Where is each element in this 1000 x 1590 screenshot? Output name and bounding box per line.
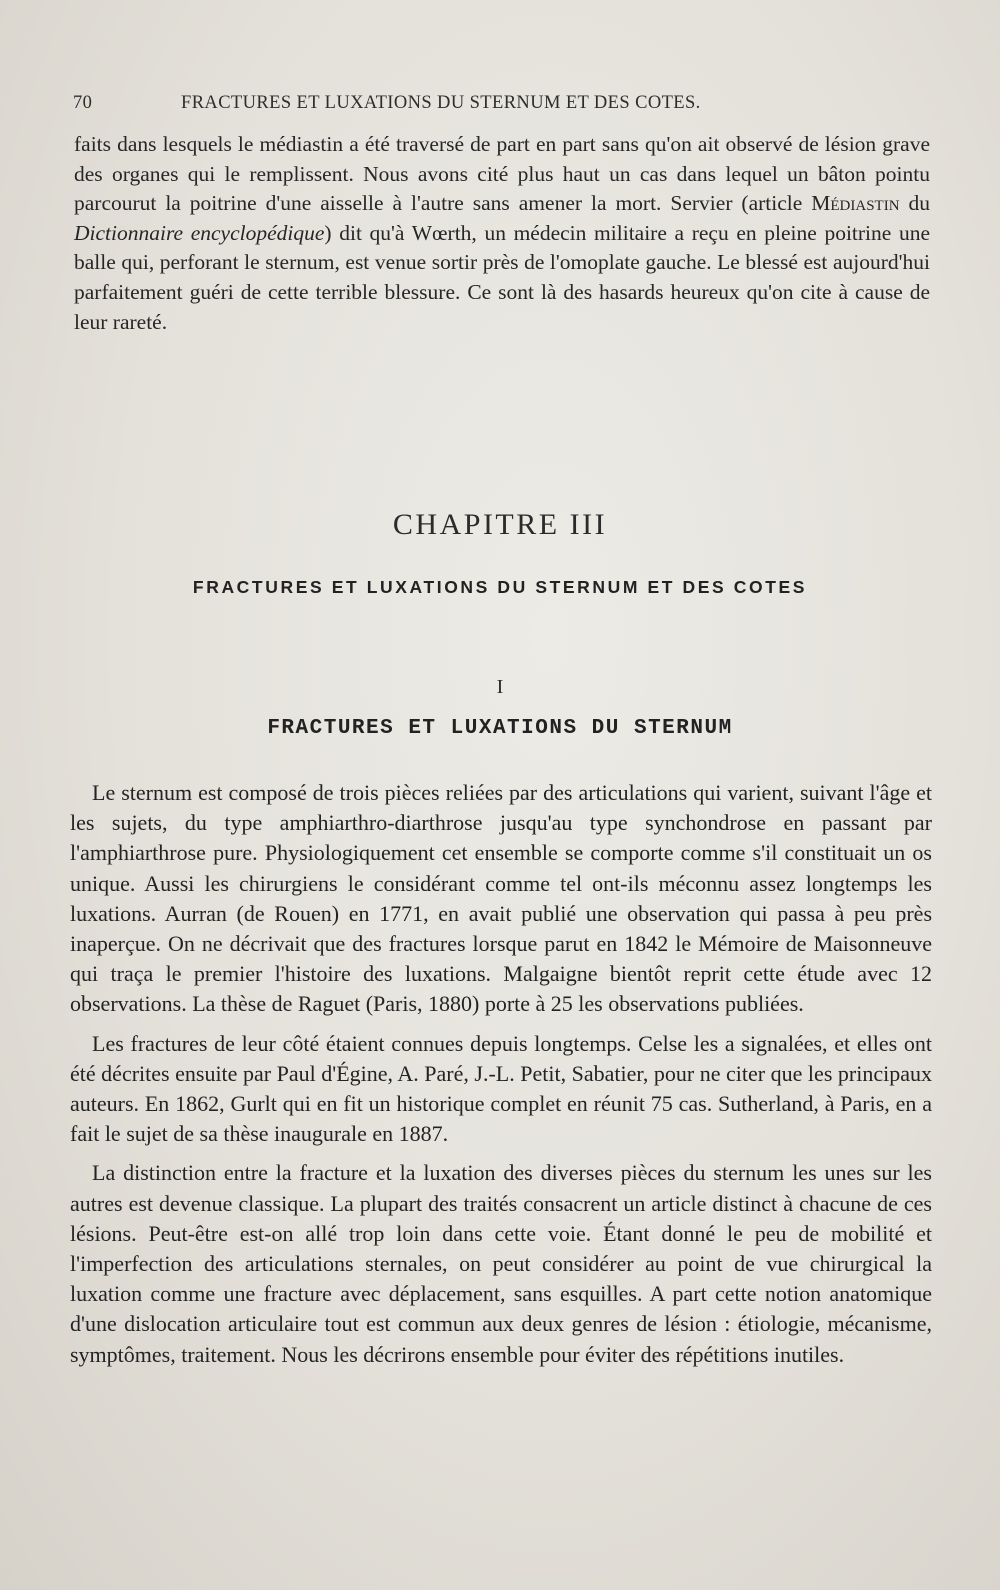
paragraph: Les fractures de leur côté étaient connues depuis longtemps. Celse les a signalées, et elles ont été décrites ensuite par Paul d'Égine, A. Paré, J.-L. Petit, Sabatier, pour ne citer que les principaux auteurs. En 1862, Gurlt qui en fit un historique complet en réunit 75 cas. Sutherland, à Paris, en a fait le sujet de sa thèse inaugurale en 1887. (70, 1030, 932, 1147)
paragraph: La distinction entre la fracture et la luxation des diverses pièces du sternum les unes sur les autres est devenue classique. La plupart des traités consacrent un article distinct à chacune de ces lésions. Peut-être est-on allé trop loin dans cette voie. Étant donné le peu de mobilité et l'imperfection des articulations sternales, on peut considérer au point de vue chirurgical la luxation comme une fracture avec déplacement, sans esquilles. A part cette notion anatomique d'une dislocation articulaire tout est commun aux deux genres de lésion : étiologie, mécanisme, symptômes, traitement. Nous les décrirons ensemble pour éviter des répétitions inutiles. (70, 1160, 932, 1367)
intro-text-2: du (899, 191, 931, 216)
chapter-subtitle: FRACTURES ET LUXATIONS DU STERNUM ET DES COTES (192, 577, 808, 597)
intro-text-3: ) dit qu'à Wœrth, un médecin militaire a reçu en pleine poitrine une balle qui, perforant le sternum, est venue sortir près de l'omoplate gauche. Le blessé est aujourd'hui parfaitement guéri de cette terrible blessure. Ce sont là des hasards heureux qu'on cite à cause de leur rareté. (74, 220, 930, 334)
section-number: I (496, 676, 504, 698)
section-title: FRACTURES ET LUXATIONS DU STERNUM (267, 717, 733, 740)
paragraph: Le sternum est composé de trois pièces reliées par des articulations qui varient, suivant l'âge et les sujets, du type amphiarthro-diarthrose jusqu'au type synchondrose en passant par l'amphiarthrose pure. Physiologiquement cet ensemble se comporte comme s'il constituait un os unique. Aussi les chirurgiens le considérant comme tel ont-ils méconnu assez longtemps les luxations. Aurran (de Rouen) en 1771, en avait publié une observation qui passa à peu près inaperçue. On ne décrivait que des fractures lorsque parut en 1842 le Mémoire de Maisonneuve qui traça le premier l'histoire des luxations. Malgaigne bientôt reprit cette étude avec 12 observations. La thèse de Raguet (Paris, 1880) porte à 25 les observations publiées. (70, 780, 932, 1017)
running-title: FRACTURES ET LUXATIONS DU STERNUM ET DES COTES. (181, 93, 701, 113)
intro-italic: Dictionnaire encyclopédique (74, 220, 325, 245)
page-number: 70 (73, 93, 93, 113)
chapter-title: CHAPITRE III (392, 508, 608, 541)
body-text (70, 778, 932, 1370)
intro-paragraph (74, 130, 930, 337)
intro-text-1: faits dans lesquels le médiastin a été traversé de part en part sans qu'on ait observé de lésion grave des organes qui le remplissent. Nous avons cité plus haut un cas dans lequel un bâton pointu parcourut la poitrine d'une aisselle à l'autre sans amener la mort. Servier (article (74, 132, 930, 216)
intro-smallcaps: Médiastin (811, 191, 900, 216)
